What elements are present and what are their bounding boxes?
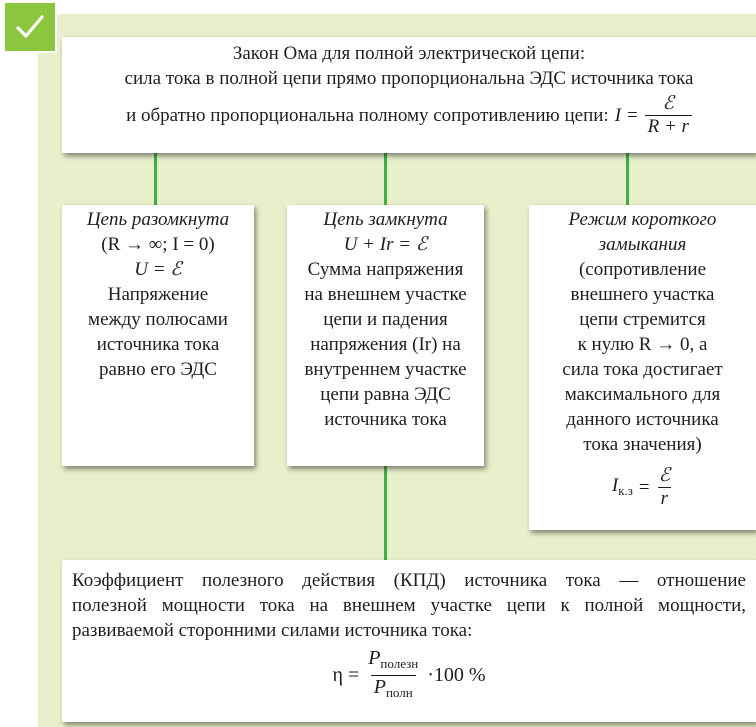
short-circuit-title-1: Режим короткого	[568, 209, 717, 230]
open-circuit-text-4: равно его ЭДС	[99, 359, 217, 380]
short-circuit-denominator: r	[658, 487, 671, 510]
efficiency-line-1: Коэффициент полезного действия (КПД) источника тока — отношение	[72, 570, 746, 591]
short-circuit-text-6: максимального для	[564, 384, 721, 405]
open-circuit-text-1: Напряжение	[107, 284, 209, 305]
short-circuit-text-4: к нулю R → 0, а	[577, 334, 708, 355]
efficiency-numerator: P	[368, 647, 381, 669]
short-circuit-text-1: (сопротивление	[578, 259, 707, 280]
open-circuit-title: Цепь разомкнута	[86, 209, 230, 230]
formula-numerator: ℰ	[662, 93, 675, 114]
closed-circuit-text-5: внутреннем участке	[304, 359, 467, 380]
ohm-law-formula	[615, 93, 692, 138]
efficiency-formula-rhs: ·100 %	[427, 664, 486, 686]
short-circuit-fraction	[656, 465, 674, 510]
short-circuit-text-2: внешнего участка	[570, 284, 715, 305]
open-circuit-condition: (R → ∞; I = 0)	[101, 234, 215, 255]
ohm-law-line2: сила тока в полной цепи прямо пропорциональна ЭДС источника тока	[124, 68, 694, 89]
short-circuit-box	[529, 205, 756, 530]
formula-fraction	[645, 93, 692, 138]
closed-circuit-text-3: цепи и падения	[323, 309, 448, 330]
short-circuit-formula-lhs: I	[611, 474, 619, 496]
efficiency-fraction	[365, 647, 421, 704]
efficiency-formula	[72, 647, 746, 704]
open-circuit-text-2: между полюсами	[88, 309, 228, 330]
short-circuit-formula-sub: к.з	[618, 482, 633, 498]
checkmark-badge	[3, 1, 57, 53]
ohm-law-title: Закон Ома для полной электрической цепи:	[232, 43, 586, 64]
efficiency-denominator-sub: полн	[385, 685, 413, 700]
checkmark-icon	[15, 14, 45, 40]
connector-line-2	[384, 153, 387, 205]
short-circuit-formula-eq: =	[638, 477, 650, 498]
short-circuit-formula	[612, 465, 673, 510]
closed-circuit-title: Цепь замкнута	[323, 209, 448, 230]
connector-line-4	[384, 466, 387, 560]
ohm-law-box	[62, 37, 756, 153]
short-circuit-text-3: цепи стремится	[579, 309, 706, 330]
connector-line-1	[154, 153, 157, 205]
closed-circuit-text-4: напряжения (Ir) на	[310, 334, 461, 355]
efficiency-denominator: P	[373, 676, 386, 698]
open-circuit-text-3: источника тока	[96, 334, 220, 355]
efficiency-box	[62, 560, 756, 722]
efficiency-numerator-sub: полезн	[380, 656, 419, 671]
short-circuit-text-8: тока значения)	[583, 434, 702, 455]
efficiency-line-3: развиваемой сторонними силами источника тока:	[72, 620, 473, 641]
closed-circuit-equation: U + Ir = ℰ	[343, 234, 428, 255]
short-circuit-text-7: данного источника	[566, 409, 719, 430]
efficiency-formula-lhs: η =	[332, 664, 360, 686]
short-circuit-numerator: ℰ	[658, 465, 671, 486]
ohm-law-line3: и обратно пропорциональна полному сопротивлению цепи:	[126, 105, 609, 126]
open-circuit-equation: U = ℰ	[134, 259, 182, 280]
closed-circuit-text-6: цепи равна ЭДС	[320, 384, 451, 405]
closed-circuit-text-7: источника тока	[324, 409, 447, 430]
formula-lhs: I =	[614, 105, 639, 126]
formula-denominator: R + r	[645, 115, 692, 138]
closed-circuit-box	[287, 205, 484, 466]
short-circuit-text-5: сила тока достигает	[562, 359, 723, 380]
open-circuit-box	[62, 205, 254, 466]
connector-line-3	[626, 153, 629, 205]
short-circuit-title-2: замыкания	[598, 234, 687, 255]
efficiency-line-2: полезной мощности тока на внешнем участке цепи к полной мощности,	[72, 595, 746, 616]
closed-circuit-text-2: на внешнем участке	[304, 284, 467, 305]
closed-circuit-text-1: Сумма напряжения	[307, 259, 464, 280]
